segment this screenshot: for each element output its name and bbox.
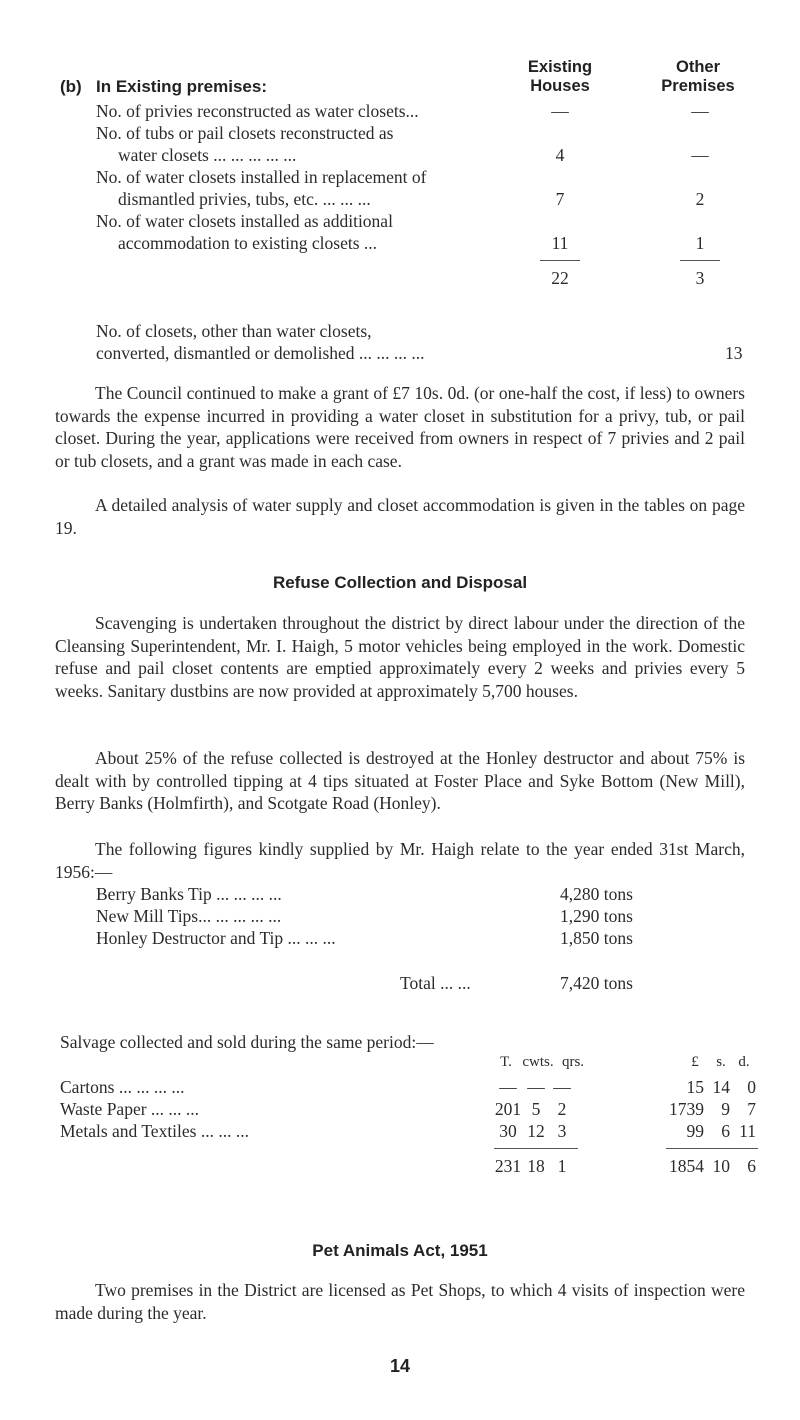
refuse-heading: Refuse Collection and Disposal xyxy=(272,573,528,592)
tips-total-label: Total ... ... xyxy=(400,973,471,993)
col-existing-houses xyxy=(500,58,620,96)
tips-total-value: 7,420 tons xyxy=(560,973,633,993)
salvage-head-cwts: cwts. xyxy=(522,1054,554,1070)
section-title: In Existing premises: xyxy=(96,77,267,96)
salvage-total-cwts: 18 xyxy=(527,1156,545,1176)
existing-total-houses: 22 xyxy=(551,268,569,288)
salvage-total-pence: 6 xyxy=(747,1156,756,1176)
salvage-intro: Salvage collected and sold during the same period:— xyxy=(60,1032,434,1052)
existing-row-3-other: 2 xyxy=(695,189,705,209)
col-existing-line1: Existing xyxy=(527,58,593,76)
salvage-weight-rule xyxy=(494,1148,578,1149)
salvage-row-2-pence: 7 xyxy=(747,1099,756,1119)
refuse-paragraph-2: About 25% of the refuse collected is destroyed at the Honley destructor and about 75% is dealt with by controlled tipping at 4 tips situated at Foster Place and Syke Bottom (New Mill), Berry Banks (Holmfirth), and Scotgate Road (Honley). xyxy=(55,748,745,813)
salvage-row-1-qrs: — xyxy=(553,1077,571,1097)
salvage-row-3-shillings: 6 xyxy=(721,1121,730,1141)
salvage-head-qrs: qrs. xyxy=(561,1054,585,1070)
refuse-paragraph-1: Scavenging is undertaken throughout the district by direct labour under the direction of the Cleansing Superintendent, Mr. I. Haigh, 5 motor vehicles being employed in the work. Domestic refuse and pail closet contents are emptied approximately every 2 weeks and privies every 5 weeks. Sanitary dustbins are now provided at approximately 5,700 houses. xyxy=(55,613,745,701)
salvage-row-2-qrs: 2 xyxy=(557,1099,567,1119)
salvage-row-3-pounds: 99 xyxy=(686,1121,704,1141)
existing-row-2-other: — xyxy=(691,145,709,165)
tip-row-3-label: Honley Destructor and Tip ... ... ... xyxy=(96,928,336,948)
existing-row-1-houses: — xyxy=(551,101,569,121)
salvage-row-2-cwts: 5 xyxy=(531,1099,541,1119)
salvage-row-3-label: Metals and Textiles ... ... ... xyxy=(60,1121,249,1141)
salvage-row-1-shillings: 14 xyxy=(712,1077,730,1097)
salvage-head-t: T. xyxy=(500,1054,512,1070)
salvage-row-1-pounds: 15 xyxy=(686,1077,704,1097)
col-other-line1: Other xyxy=(675,58,720,76)
salvage-total-pounds: 1854 xyxy=(669,1156,704,1176)
tip-row-2-value: 1,290 tons xyxy=(560,906,633,926)
salvage-total-t: 231 xyxy=(494,1156,522,1176)
salvage-row-1-cwts: — xyxy=(527,1077,545,1097)
existing-row-1-other: — xyxy=(691,101,709,121)
existing-row-4-label-1: No. of water closets installed as additional xyxy=(96,211,393,231)
existing-row-3-label-2: dismantled privies, tubs, etc. ... ... ... xyxy=(118,189,371,209)
refuse-paragraph-3: The following figures kindly supplied by Mr. Haigh relate to the year ended 31st March, 1956:— xyxy=(55,839,745,882)
tip-row-2-label: New Mill Tips... ... ... ... ... xyxy=(96,906,282,926)
converted-label-1: No. of closets, other than water closets, xyxy=(96,321,372,341)
tip-row-1-label: Berry Banks Tip ... ... ... ... xyxy=(96,884,282,904)
converted-label-2: converted, dismantled or demolished ... ... ... ... xyxy=(96,343,425,363)
salvage-row-1-label: Cartons ... ... ... ... xyxy=(60,1077,185,1097)
existing-row-2-label-1: No. of tubs or pail closets reconstructed as xyxy=(96,123,394,143)
tip-row-1-value: 4,280 tons xyxy=(560,884,633,904)
salvage-row-3-cwts: 12 xyxy=(527,1121,545,1141)
existing-row-4-houses: 11 xyxy=(551,233,569,253)
salvage-head-shillings: s. xyxy=(716,1054,726,1070)
salvage-row-2-shillings: 9 xyxy=(721,1099,730,1119)
salvage-money-rule xyxy=(666,1148,758,1149)
salvage-head-pounds: £ xyxy=(691,1054,699,1070)
existing-row-3-houses: 7 xyxy=(555,189,565,209)
existing-row-4-other: 1 xyxy=(695,233,705,253)
pets-heading: Pet Animals Act, 1951 xyxy=(312,1241,488,1260)
pets-paragraph: Two premises in the District are licensed as Pet Shops, to which 4 visits of inspection were made during the year. xyxy=(55,1280,745,1323)
salvage-total-qrs: 1 xyxy=(557,1156,567,1176)
salvage-head-pence: d. xyxy=(738,1054,750,1070)
col-existing-line2: Houses xyxy=(530,77,590,95)
converted-value: 13 xyxy=(725,343,743,363)
col-other-premises xyxy=(638,58,758,96)
col-other-line2: Premises xyxy=(661,77,735,95)
existing-total-other: 3 xyxy=(695,268,705,288)
other-sum-rule xyxy=(680,260,720,261)
salvage-total-shillings: 10 xyxy=(712,1156,730,1176)
existing-row-2-label-2: water closets ... ... ... ... ... xyxy=(118,145,297,165)
section-letter: (b) xyxy=(60,77,82,96)
salvage-row-1-pence: 0 xyxy=(747,1077,756,1097)
salvage-row-2-t: 201 xyxy=(494,1099,522,1119)
salvage-row-2-pounds: 1739 xyxy=(669,1099,704,1119)
salvage-row-3-pence: 11 xyxy=(739,1121,756,1141)
existing-row-2-houses: 4 xyxy=(555,145,565,165)
existing-row-3-label-1: No. of water closets installed in replacement of xyxy=(96,167,427,187)
tip-row-3-value: 1,850 tons xyxy=(560,928,633,948)
existing-row-4-label-2: accommodation to existing closets ... xyxy=(118,233,378,253)
page-number: 14 xyxy=(389,1356,411,1376)
salvage-row-3-t: 30 xyxy=(499,1121,517,1141)
salvage-row-3-qrs: 3 xyxy=(557,1121,567,1141)
salvage-row-2-label: Waste Paper ... ... ... xyxy=(60,1099,200,1119)
houses-sum-rule xyxy=(540,260,580,261)
analysis-paragraph: A detailed analysis of water supply and closet accommodation is given in the tables on page 19. xyxy=(55,495,745,538)
salvage-row-1-t: — xyxy=(499,1077,517,1097)
existing-row-1-label: No. of privies reconstructed as water closets... xyxy=(96,101,419,121)
grant-paragraph: The Council continued to make a grant of £7 10s. 0d. (or one-half the cost, if less) to owners towards the expense incurred in providing a water closet in substitution for a privy, tub, or pail closet. During the year, applications were received from owners in respect of 7 privies and 2 pail or tub closets, and a grant was made in each case. xyxy=(55,383,745,471)
